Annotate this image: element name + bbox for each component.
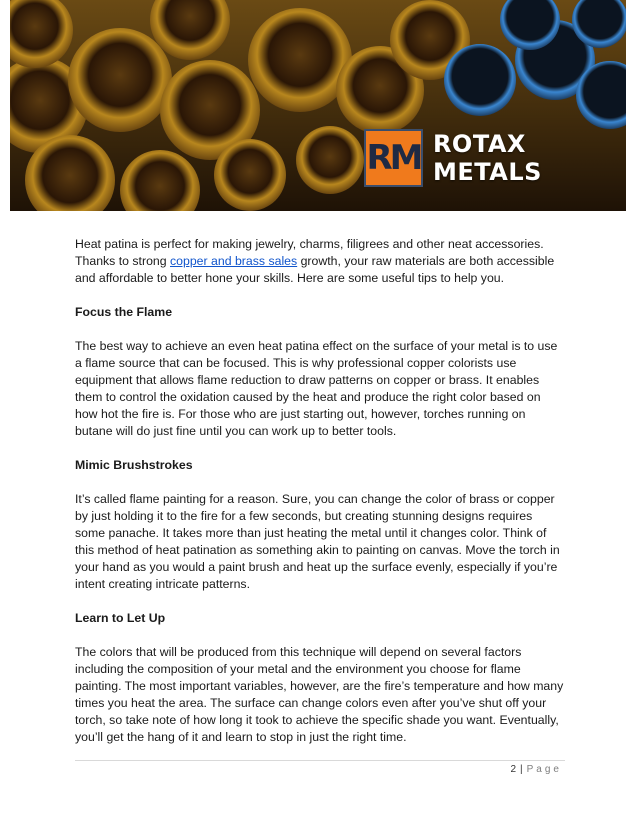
page-footer [300, 764, 562, 775]
section-text-focus-flame: The best way to achieve an even heat patina effect on the surface of your metal is to use a flame source that can be focused. This is why professional copper colorists use equipment that allows flame reduction to draw patterns on copper or brass. It enables them to control the oxidation caused by the heat and produce the right color based on how hot the fire is. For those who are just starting out, however, torches running on butane will do just fine until you can work up to better tools. [75, 339, 558, 438]
section-text-learn-to-let-up: The colors that will be produced from this technique will depend on several factors including the composition of your metal and the environment you choose for flame painting. The most important variables, however, are the fire’s temperature and how many times you heat the area. The surface can change colors even after you’ve shut off your torch, so take note of how long it took to achieve the specific shade you want. Eventually, you’ll get the hang of it and learn to stop in just the right time. [75, 645, 564, 744]
rotax-metals-logo [364, 128, 626, 188]
copper-brass-sales-link[interactable]: copper and brass sales [170, 254, 298, 268]
section-heading-mimic-brushstrokes: Mimic Brushstrokes [75, 458, 193, 472]
section-heading-learn-to-let-up: Learn to Let Up [75, 611, 166, 625]
page-label: Page [526, 764, 562, 775]
article-body [75, 236, 565, 763]
logo-text: ROTAX METALS [432, 130, 542, 186]
page-separator: | [520, 764, 523, 775]
page-number: 2 [510, 764, 517, 775]
section-heading-focus-flame: Focus the Flame [75, 305, 173, 319]
footer-divider [75, 760, 565, 761]
logo-mark: RM [364, 129, 423, 187]
section-text-mimic-brushstrokes: It’s called flame painting for a reason. Sure, you can change the color of brass or copper by just holding it to the fire for a few seconds, but creating stunning designs requires some panache. It takes more than just heating the metal until it changes color. Think of this method of heat patination as something akin to painting on canvas. Move the torch in your hand as you would a paint brush and heat up the surface evenly, especially if you’re intent creating intricate patterns. [75, 492, 560, 591]
intro-text-end: growth, your raw materials are both accessible and affordable to better hone your skills. Here are some useful tips to help you. [75, 254, 555, 285]
intro-paragraph [75, 236, 565, 287]
header-banner [10, 0, 626, 211]
intro-text-start: Heat patina is perfect for making jewelry, charms, filigrees and other neat accessories. Thanks to strong [75, 237, 544, 268]
